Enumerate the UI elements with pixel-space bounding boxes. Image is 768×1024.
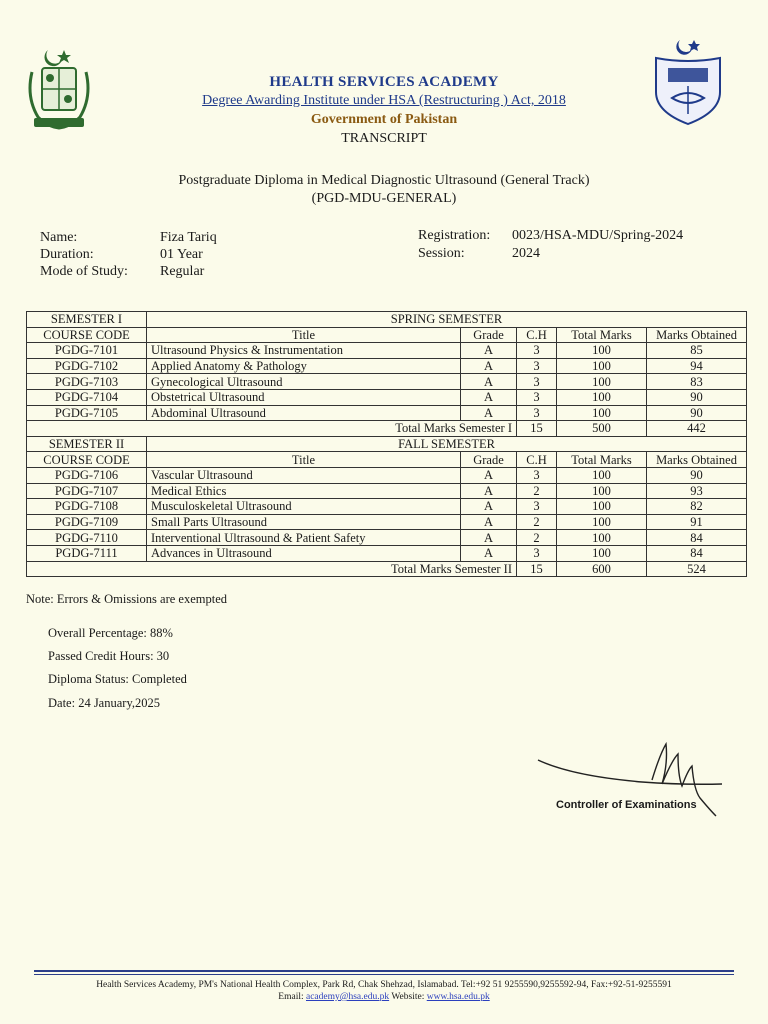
col-grade: Grade <box>461 452 517 468</box>
semester-total-label: Total Marks Semester II <box>27 561 517 577</box>
course-obtained: 85 <box>647 343 747 359</box>
government-line: Government of Pakistan <box>310 112 458 127</box>
course-title: Obstetrical Ultrasound <box>147 389 461 405</box>
col-total-marks: Total Marks <box>557 452 647 468</box>
course-code: PGDG-7111 <box>27 545 147 561</box>
semester-total-row <box>27 561 747 577</box>
course-ch: 3 <box>517 389 557 405</box>
program-name: Postgraduate Diploma in Medical Diagnostic Ultrasound (General Track) <box>178 173 590 188</box>
col-ch: C.H <box>517 327 557 343</box>
course-code: PGDG-7106 <box>27 467 147 483</box>
controller-title: Controller of Examinations <box>556 799 697 811</box>
col-title: Title <box>147 327 461 343</box>
email-label: Email: <box>278 992 304 1002</box>
course-ch: 3 <box>517 358 557 374</box>
issue-date: Date: 24 January,2025 <box>48 696 161 710</box>
diploma-status: Diploma Status: Completed <box>48 672 187 686</box>
course-code: PGDG-7110 <box>27 530 147 546</box>
registration-label: Registration: <box>418 228 491 243</box>
course-title: Vascular Ultrasound <box>147 467 461 483</box>
semester-total-obtained: 442 <box>647 421 747 437</box>
semester-total-marks: 500 <box>557 421 647 437</box>
table-row <box>27 483 747 499</box>
student-name: Fiza Tariq <box>160 230 217 245</box>
document-type: TRANSCRIPT <box>341 131 427 146</box>
course-grade: A <box>461 545 517 561</box>
course-title: Abdominal Ultrasound <box>147 405 461 421</box>
course-grade: A <box>461 374 517 390</box>
course-title: Musculoskeletal Ultrasound <box>147 499 461 515</box>
program-code: (PGD-MDU-GENERAL) <box>311 191 457 206</box>
registration-value: 0023/HSA-MDU/Spring-2024 <box>512 228 684 243</box>
course-obtained: 82 <box>647 499 747 515</box>
col-course-code: COURSE CODE <box>27 452 147 468</box>
course-total: 100 <box>557 530 647 546</box>
course-code: PGDG-7103 <box>27 374 147 390</box>
course-total: 100 <box>557 358 647 374</box>
table-row <box>27 530 747 546</box>
footer-contact <box>0 992 768 1002</box>
course-code: PGDG-7101 <box>27 343 147 359</box>
course-grade: A <box>461 358 517 374</box>
semester-total-ch: 15 <box>517 421 557 437</box>
program-title <box>0 172 768 208</box>
course-ch: 3 <box>517 405 557 421</box>
semester-total-label: Total Marks Semester I <box>27 421 517 437</box>
website-label: Website: <box>391 992 425 1002</box>
degree-awarding-line: Degree Awarding Institute under HSA (Restructuring ) Act, 2018 <box>202 93 566 108</box>
course-grade: A <box>461 467 517 483</box>
table-row <box>27 389 747 405</box>
table-row <box>27 499 747 515</box>
letterhead <box>0 72 768 148</box>
duration-label: Duration: <box>40 247 94 262</box>
course-title: Advances in Ultrasound <box>147 545 461 561</box>
semester-total-marks: 600 <box>557 561 647 577</box>
mode-value: Regular <box>160 264 205 279</box>
course-ch: 3 <box>517 467 557 483</box>
table-row <box>27 545 747 561</box>
course-obtained: 91 <box>647 514 747 530</box>
overall-percentage: Overall Percentage: 88% <box>48 626 173 640</box>
course-total: 100 <box>557 514 647 530</box>
course-code: PGDG-7107 <box>27 483 147 499</box>
email-link[interactable]: academy@hsa.edu.pk <box>305 992 390 1002</box>
course-code: PGDG-7108 <box>27 499 147 515</box>
course-ch: 2 <box>517 483 557 499</box>
course-code: PGDG-7102 <box>27 358 147 374</box>
course-title: Gynecological Ultrasound <box>147 374 461 390</box>
semester-header-row <box>27 436 747 452</box>
footer-address: Health Services Academy, PM's National Health Complex, Park Rd, Chak Shehzad, Islamabad. Tel:+92 51 9255590,9255592-94, Fax:+92-51-9255591 <box>96 980 672 990</box>
footer-divider <box>34 970 734 972</box>
course-ch: 3 <box>517 545 557 561</box>
mode-label: Mode of Study: <box>40 264 128 279</box>
semester-season: SPRING SEMESTER <box>147 312 747 328</box>
semester-season: FALL SEMESTER <box>147 436 747 452</box>
col-marks-obtained: Marks Obtained <box>647 452 747 468</box>
course-obtained: 94 <box>647 358 747 374</box>
course-code: PGDG-7105 <box>27 405 147 421</box>
table-row <box>27 343 747 359</box>
passed-credit-hours: Passed Credit Hours: 30 <box>48 649 170 663</box>
course-grade: A <box>461 530 517 546</box>
course-grade: A <box>461 499 517 515</box>
semester-label: SEMESTER II <box>27 436 147 452</box>
session-label: Session: <box>418 246 465 261</box>
col-total-marks: Total Marks <box>557 327 647 343</box>
course-ch: 3 <box>517 343 557 359</box>
course-total: 100 <box>557 467 647 483</box>
column-header-row <box>27 327 747 343</box>
course-title: Applied Anatomy & Pathology <box>147 358 461 374</box>
table-row <box>27 514 747 530</box>
table-row <box>27 467 747 483</box>
student-info <box>0 229 768 281</box>
course-ch: 3 <box>517 374 557 390</box>
course-obtained: 83 <box>647 374 747 390</box>
course-obtained: 84 <box>647 530 747 546</box>
course-code: PGDG-7109 <box>27 514 147 530</box>
semester-total-obtained: 524 <box>647 561 747 577</box>
course-grade: A <box>461 483 517 499</box>
course-grade: A <box>461 343 517 359</box>
course-total: 100 <box>557 483 647 499</box>
col-title: Title <box>147 452 461 468</box>
table-row <box>27 358 747 374</box>
duration-value: 01 Year <box>160 247 203 262</box>
col-grade: Grade <box>461 327 517 343</box>
errors-note: Note: Errors & Omissions are exempted <box>26 592 227 606</box>
academy-name: HEALTH SERVICES ACADEMY <box>269 74 499 90</box>
course-code: PGDG-7104 <box>27 389 147 405</box>
course-obtained: 90 <box>647 389 747 405</box>
course-grade: A <box>461 389 517 405</box>
course-obtained: 84 <box>647 545 747 561</box>
table-row <box>27 374 747 390</box>
column-header-row <box>27 452 747 468</box>
course-ch: 3 <box>517 499 557 515</box>
semester-label: SEMESTER I <box>27 312 147 328</box>
course-grade: A <box>461 514 517 530</box>
course-ch: 2 <box>517 530 557 546</box>
course-total: 100 <box>557 405 647 421</box>
col-ch: C.H <box>517 452 557 468</box>
table-row <box>27 405 747 421</box>
course-ch: 2 <box>517 514 557 530</box>
course-total: 100 <box>557 389 647 405</box>
course-grade: A <box>461 405 517 421</box>
course-title: Interventional Ultrasound & Patient Safety <box>147 530 461 546</box>
course-title: Ultrasound Physics & Instrumentation <box>147 343 461 359</box>
name-label: Name: <box>40 230 78 245</box>
session-value: 2024 <box>512 246 540 261</box>
footer-divider-thin <box>34 974 734 975</box>
semester-total-row <box>27 421 747 437</box>
course-total: 100 <box>557 374 647 390</box>
course-obtained: 93 <box>647 483 747 499</box>
website-link[interactable]: www.hsa.edu.pk <box>426 992 490 1002</box>
semester-header-row <box>27 312 747 328</box>
col-course-code: COURSE CODE <box>27 327 147 343</box>
semester-total-ch: 15 <box>517 561 557 577</box>
course-title: Medical Ethics <box>147 483 461 499</box>
course-obtained: 90 <box>647 467 747 483</box>
transcript-table <box>26 311 747 577</box>
course-total: 100 <box>557 499 647 515</box>
course-total: 100 <box>557 343 647 359</box>
course-title: Small Parts Ultrasound <box>147 514 461 530</box>
course-obtained: 90 <box>647 405 747 421</box>
course-total: 100 <box>557 545 647 561</box>
col-marks-obtained: Marks Obtained <box>647 327 747 343</box>
